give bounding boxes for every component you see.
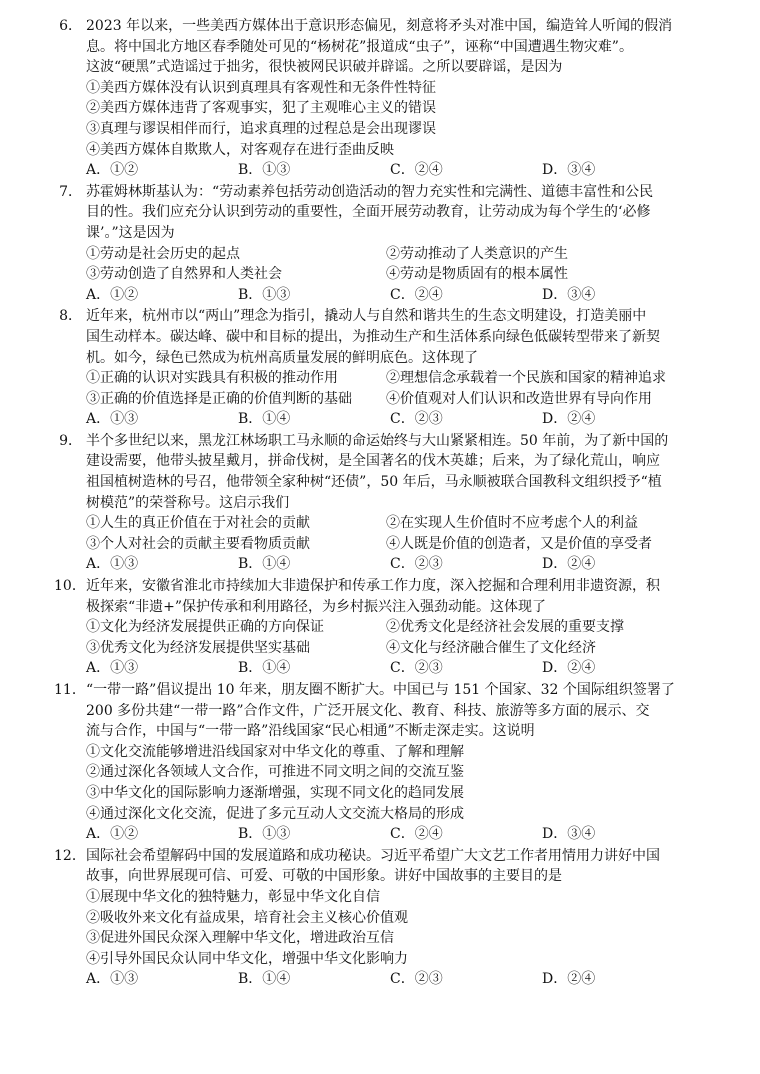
question-stem-line: 祖国植树造林的号召，他带领全家种树“还债”，50 年后，马永顺被联合国教科文组织授予“植	[86, 474, 662, 491]
question-9	[54, 431, 724, 575]
exam-page	[54, 16, 724, 991]
option-statement: ④文化与经济融合催生了文化经济	[386, 639, 596, 656]
choice-c: C．②④	[390, 162, 443, 179]
choice-a: A．①③	[86, 556, 139, 573]
question-number: 9．	[59, 432, 82, 449]
answer-choices	[54, 658, 724, 679]
question-stem-line: 故事，向世界展现可信、可爱、可敬的中国形象。讲好中国故事的主要目的是	[86, 868, 562, 885]
question-stem-line: 8． 近年来，杭州市以“两山”理念为指引，撬动人与自然和谐共生的生态文明建设，打造美丽中	[54, 306, 724, 327]
question-number: 11．	[54, 682, 86, 698]
question-stem-line: 流与合作，中国与“一带一路”沿线国家“民心相通”不断走深走实。这说明	[86, 723, 535, 740]
choice-b: B．①④	[238, 971, 291, 988]
question-stem-line: 课’。”这是因为	[86, 224, 175, 241]
choice-d: D．③④	[542, 826, 596, 843]
choice-c: C．②③	[390, 660, 443, 677]
option-statement: ②劳动推动了人类意识的产生	[386, 245, 568, 262]
option-statement: ①人生的真正价值在于对社会的贡献	[86, 515, 310, 532]
option-statement: ①文化为经济发展提供正确的方向保证	[86, 619, 324, 636]
choice-c: C．②④	[390, 286, 443, 303]
question-stem-line: 10． 近年来，安徽省淮北市持续加大非遗保护和传承工作力度，深入挖掘和合理利用非遗资源，积	[54, 576, 724, 597]
choice-a: A．①③	[86, 971, 139, 988]
question-number: 7．	[59, 183, 82, 200]
option-pair	[54, 638, 724, 659]
option-statement: ②在实现人生价值时不应考虑个人的利益	[386, 515, 638, 532]
choice-d: D．②④	[542, 660, 596, 677]
choice-d: D．③④	[542, 162, 596, 179]
choice-a: A．①③	[86, 660, 139, 677]
question-10	[54, 576, 724, 679]
choice-c: C．②④	[390, 826, 443, 843]
choice-a: A．①②	[86, 286, 139, 303]
question-stem-line: 息。将中国北方地区春季随处可见的“杨树花”报道成“虫子”，诬称“中国遭遇生物灾难”。	[86, 38, 633, 55]
option-statement: ③促进外国民众深入理解中华文化，增进政治互信	[86, 930, 394, 947]
option-statement: ②吸收外来文化有益成果，培育社会主义核心价值观	[86, 909, 408, 926]
option-statement: ③正确的价值选择是正确的价值判断的基础	[86, 390, 352, 407]
option-statement: ②优秀文化是经济社会发展的重要支撑	[386, 619, 624, 636]
option-pair	[54, 264, 724, 285]
question-stem-line: 6． 2023 年以来，一些美西方媒体出于意识形态偏见，刻意将矛头对准中国，编造耸人听闻的假消	[54, 16, 724, 37]
choice-c: C．②③	[390, 971, 443, 988]
option-statement: ②美西方媒体违背了客观事实，犯了主观唯心主义的错误	[86, 100, 436, 117]
question-number: 6．	[59, 18, 82, 34]
answer-choices	[54, 554, 724, 575]
question-stem-line: 11． “一带一路”倡议提出 10 年来，朋友圈不断扩大。中国已与 151 个国家、32 个国际组织签署了	[54, 680, 724, 701]
choice-d: D．②④	[542, 971, 596, 988]
choice-a: A．①③	[86, 411, 139, 428]
question-stem-line: 200 多份共建“一带一路”合作文件，广泛开展文化、教育、科技、旅游等多方面的展示、交	[86, 702, 650, 719]
option-pair	[54, 534, 724, 555]
question-number: 12．	[54, 847, 86, 864]
answer-choices	[54, 824, 724, 845]
question-stem-line: 机。如今，绿色已然成为杭州高质量发展的鲜明底色。这体现了	[86, 349, 478, 366]
option-statement: ④价值观对人们认识和改造世界有导向作用	[386, 390, 652, 407]
option-statement: ④引导外国民众认同中华文化，增强中华文化影响力	[86, 950, 408, 967]
option-statement: ③真理与谬误相伴而行，追求真理的过程总是会出现谬误	[86, 120, 436, 137]
question-stem-line: 9． 半个多世纪以来，黑龙江林场职工马永顺的命运始终与大山紧紧相连。50 年前，为了新中国的	[54, 431, 724, 452]
option-statement: ②通过深化各领域人文合作，可推进不同文明之间的交流互鉴	[86, 764, 464, 781]
choice-b: B．①④	[238, 411, 291, 428]
choice-b: B．①③	[238, 826, 291, 843]
option-statement: ③中华文化的国际影响力逐渐增强，实现不同文化的趋同发展	[86, 784, 464, 801]
choice-c: C．②③	[390, 411, 443, 428]
choice-d: D．③④	[542, 286, 596, 303]
choice-c: C．②③	[390, 556, 443, 573]
answer-choices	[54, 409, 724, 430]
option-statement: ③个人对社会的贡献主要看物质贡献	[86, 535, 310, 552]
question-number: 8．	[59, 308, 82, 325]
question-12	[54, 846, 724, 990]
question-stem-line: 建设需要，他带头披星戴月，拼命伐树，是全国著名的伐木英雄；后来，为了绿化荒山，响应	[86, 453, 660, 470]
question-stem-line: 国生动样本。碳达峰、碳中和目标的提出，为推动生产和生活体系向绿色低碳转型带来了新契	[86, 328, 660, 345]
option-statement: ④人既是价值的创造者，又是价值的享受者	[386, 535, 652, 552]
question-stem-line: 12． 国际社会希望解码中国的发展道路和成功秘诀。习近平希望广大文艺工作者用情用力讲好中国	[54, 846, 724, 867]
question-8	[54, 306, 724, 430]
choice-b: B．①③	[238, 162, 291, 179]
option-statement: ④劳动是物质固有的根本属性	[386, 266, 568, 283]
option-statement: ①美西方媒体没有认识到真理具有客观性和无条件性特征	[86, 79, 436, 96]
option-statement: ①劳动是社会历史的起点	[86, 245, 240, 262]
option-statement: ④美西方媒体自欺欺人，对客观存在进行歪曲反映	[86, 141, 394, 158]
question-stem-line: 极探索“非遗+”保护传承和利用路径，为乡村振兴注入强劲动能。这体现了	[86, 598, 547, 615]
option-pair	[54, 389, 724, 410]
option-statement: ③劳动创造了自然界和人类社会	[86, 266, 282, 283]
option-statement: ①展现中华文化的独特魅力，彰显中华文化自信	[86, 888, 380, 905]
choice-d: D．②④	[542, 411, 596, 428]
answer-choices	[54, 285, 724, 306]
question-11	[54, 680, 724, 845]
question-stem-line: 树模范”的荣誉称号。这启示我们	[86, 494, 290, 511]
question-number: 10．	[54, 578, 86, 595]
answer-choices	[54, 160, 724, 181]
answer-choices	[54, 969, 724, 990]
option-statement: ①正确的认识对实践具有积极的推动作用	[86, 370, 338, 387]
option-pair	[54, 513, 724, 534]
option-pair	[54, 368, 724, 389]
question-stem-line: 目的性。我们应充分认识到劳动的重要性，全面开展劳动教育，让劳动成为每个学生的‘必修	[86, 204, 651, 221]
choice-a: A．①②	[86, 162, 139, 179]
option-statement: ②理想信念承载着一个民族和国家的精神追求	[386, 370, 666, 387]
option-statement: ③优秀文化为经济发展提供坚实基础	[86, 639, 310, 656]
choice-a: A．①②	[86, 826, 139, 843]
choice-b: B．①④	[238, 660, 291, 677]
option-statement: ④通过深化文化交流，促进了多元互动人文交流大格局的形成	[86, 805, 464, 822]
choice-b: B．①③	[238, 286, 291, 303]
question-6	[54, 16, 724, 181]
option-pair	[54, 244, 724, 265]
question-stem-line: 7． 苏霍姆林斯基认为：“劳动素养包括劳动创造活动的智力充实性和完满性、道德丰富性和公民	[54, 182, 724, 203]
choice-d: D．②④	[542, 556, 596, 573]
option-pair	[54, 617, 724, 638]
choice-b: B．①④	[238, 556, 291, 573]
question-stem-line: 这波“硬黑”式造谣过于拙劣，很快被网民识破并辟谣。之所以要辟谣，是因为	[86, 59, 563, 76]
question-7	[54, 182, 724, 306]
option-statement: ①文化交流能够增进沿线国家对中华文化的尊重、了解和理解	[86, 743, 464, 760]
